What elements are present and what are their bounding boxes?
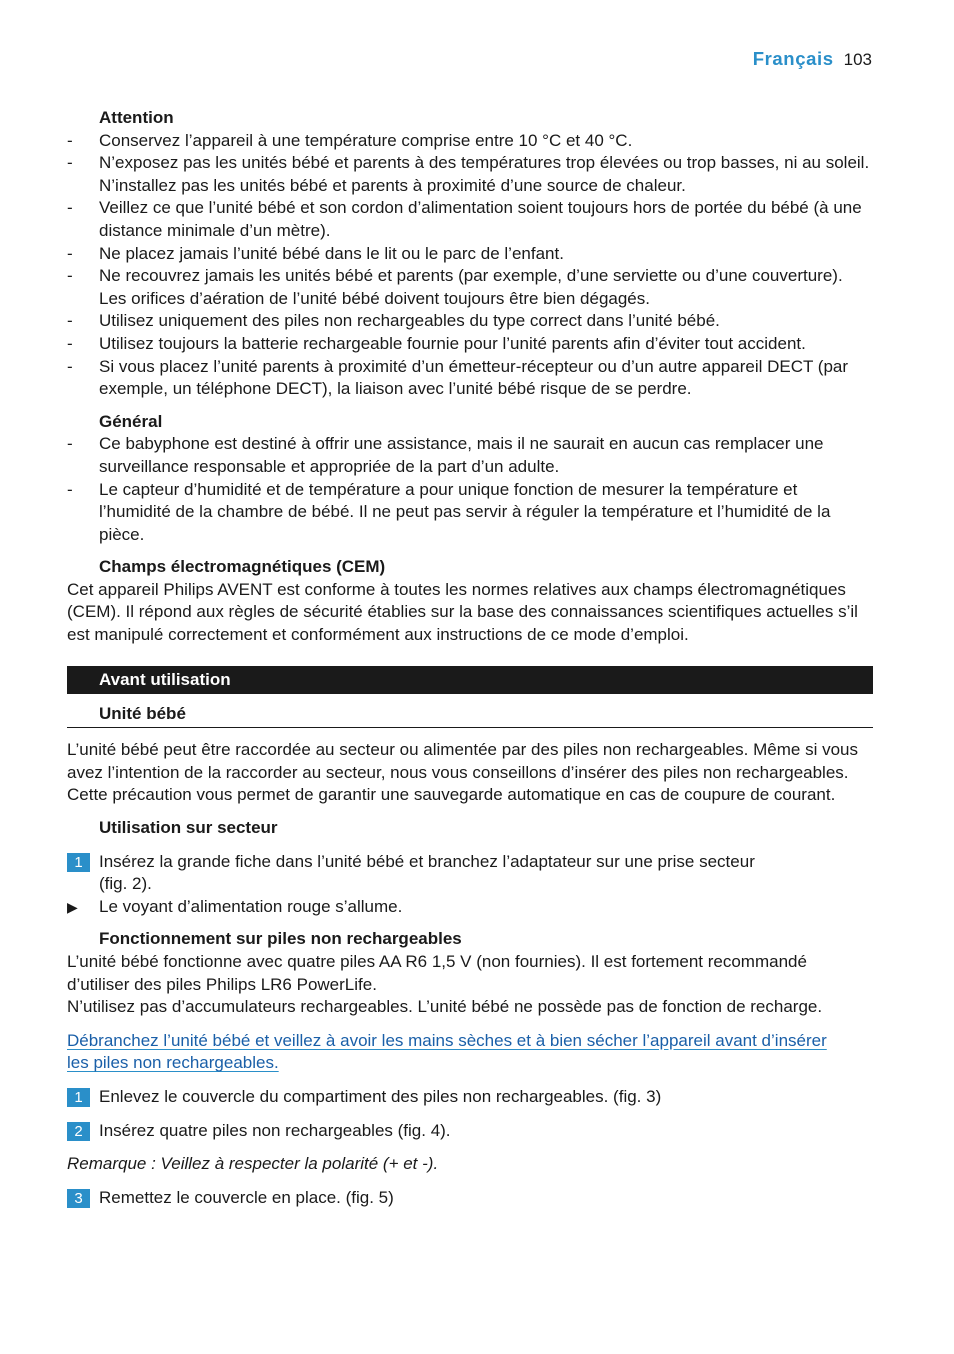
piles-paragraph: L’unité bébé fonctionne avec quatre piles AA R6 1,5 V (non fournies). Il est fortement recommandé d’utiliser des piles Philips LR6 PowerLife. xyxy=(67,952,807,994)
step-number-badge: 3 xyxy=(67,1189,90,1208)
list-item: - N’exposez pas les unités bébé et parents à des températures trop élevées ou trop basses, ni au soleil. N’installez pas les unités bébé et parents à proximité d’une source de chaleur. xyxy=(67,153,870,195)
general-heading: Général xyxy=(99,411,163,431)
page-header xyxy=(753,48,872,72)
list-item: - Utilisez uniquement des piles non rechargeables du type correct dans l’unité bébé. xyxy=(67,311,720,331)
secteur-heading: Utilisation sur secteur xyxy=(99,818,278,838)
step-1: 1 Enlevez le couvercle du compartiment des piles non rechargeables. (fig. 3) xyxy=(67,1086,873,1109)
piles-heading: Fonctionnement sur piles non rechargeables xyxy=(99,929,462,949)
list-item: - Si vous placez l’unité parents à proximité d’un émetteur-récepteur ou d’un autre appareil DECT (par exemple, un téléphone DECT), la liaison avec l’unité bébé risque de se perdre. xyxy=(67,356,849,399)
list-item: - Ce babyphone est destiné à offrir une assistance, mais il ne saurait en aucun cas remplacer une surveillance responsable et appropriée de la part d’un adulte. xyxy=(67,434,824,476)
list-item: - Ne placez jamais l’unité bébé dans le lit ou le parc de l’enfant. xyxy=(67,243,564,263)
note-text: Remarque : Veillez à respecter la polarité (+ et -). xyxy=(67,1154,439,1174)
piles-paragraph-2: N’utilisez pas d’accumulateurs rechargeables. L’unité bébé ne possède pas de fonction de recharge. xyxy=(67,997,823,1017)
step-number-badge: 1 xyxy=(67,1088,90,1107)
warning-text: Débranchez l’unité bébé et veillez à avoir les mains sèches et à bien sécher l’appareil avant d’insérer les piles non rechargeables. xyxy=(67,1030,827,1073)
step-3: 3 Remettez le couvercle en place. (fig. 5) xyxy=(67,1187,873,1210)
step-number-badge: 1 xyxy=(67,853,90,872)
cem-heading: Champs électromagnétiques (CEM) xyxy=(99,557,386,577)
page-number: 103 xyxy=(843,50,872,69)
list-item: - Utilisez toujours la batterie rechargeable fournie pour l’unité parents afin d’éviter tout accident. xyxy=(67,333,806,353)
step-1: 1 Insérez la grande fiche dans l’unité bébé et branchez l’adaptateur sur une prise secteur (fig. 2). xyxy=(67,851,873,896)
list-item: - Veillez ce que l’unité bébé et son cordon d’alimentation soient toujours hors de portée du bébé (à une distance minimale d’un mètre). xyxy=(67,198,862,240)
section-bar-avant-utilisation: Avant utilisation xyxy=(67,666,873,694)
list-item: - Ne recouvrez jamais les unités bébé et parents (par exemple, d’une serviette ou d’une couverture). Les orifices d’aération de l’unité bébé doivent toujours être bien dégagés. xyxy=(67,266,843,308)
intro-paragraph: L’unité bébé peut être raccordée au secteur ou alimentée par des piles non rechargeables. Même si vous avez l’intention de la raccorder au secteur, nous vous conseillons d’insérer des piles non rechargeables. Cette précaution vous permet de garantir une sauvegarde automatique en cas de coupure de courant. xyxy=(67,740,858,805)
list-item: - Conservez l’appareil à une température comprise entre 10 °C et 40 °C. xyxy=(67,130,633,150)
language-label: Français xyxy=(752,48,834,69)
step-number-badge: 2 xyxy=(67,1122,90,1141)
triangle-right-icon: ▶ xyxy=(67,898,78,915)
step-result: ▶ Le voyant d’alimentation rouge s’allume. xyxy=(67,896,873,919)
cem-paragraph: Cet appareil Philips AVENT est conforme à toutes les normes relatives aux champs électromagnétiques (CEM). Il répond aux règles de sécurité établies sur la base des connaissances scientifiques actuelles s’il est manipulé correctement et conformément aux instructions de ce mode d’emploi. xyxy=(67,579,858,645)
attention-heading: Attention xyxy=(99,108,174,127)
step-2: 2 Insérez quatre piles non rechargeables (fig. 4). xyxy=(67,1120,873,1143)
list-item: - Le capteur d’humidité et de température a pour unique fonction de mesurer la température et l’humidité de la chambre de bébé. Il ne peut pas servir à réguler la température et l’humidité de la pièce. xyxy=(67,479,831,544)
subsection-title-unite-bebe: Unité bébé xyxy=(67,703,873,729)
page-content xyxy=(67,107,873,1209)
